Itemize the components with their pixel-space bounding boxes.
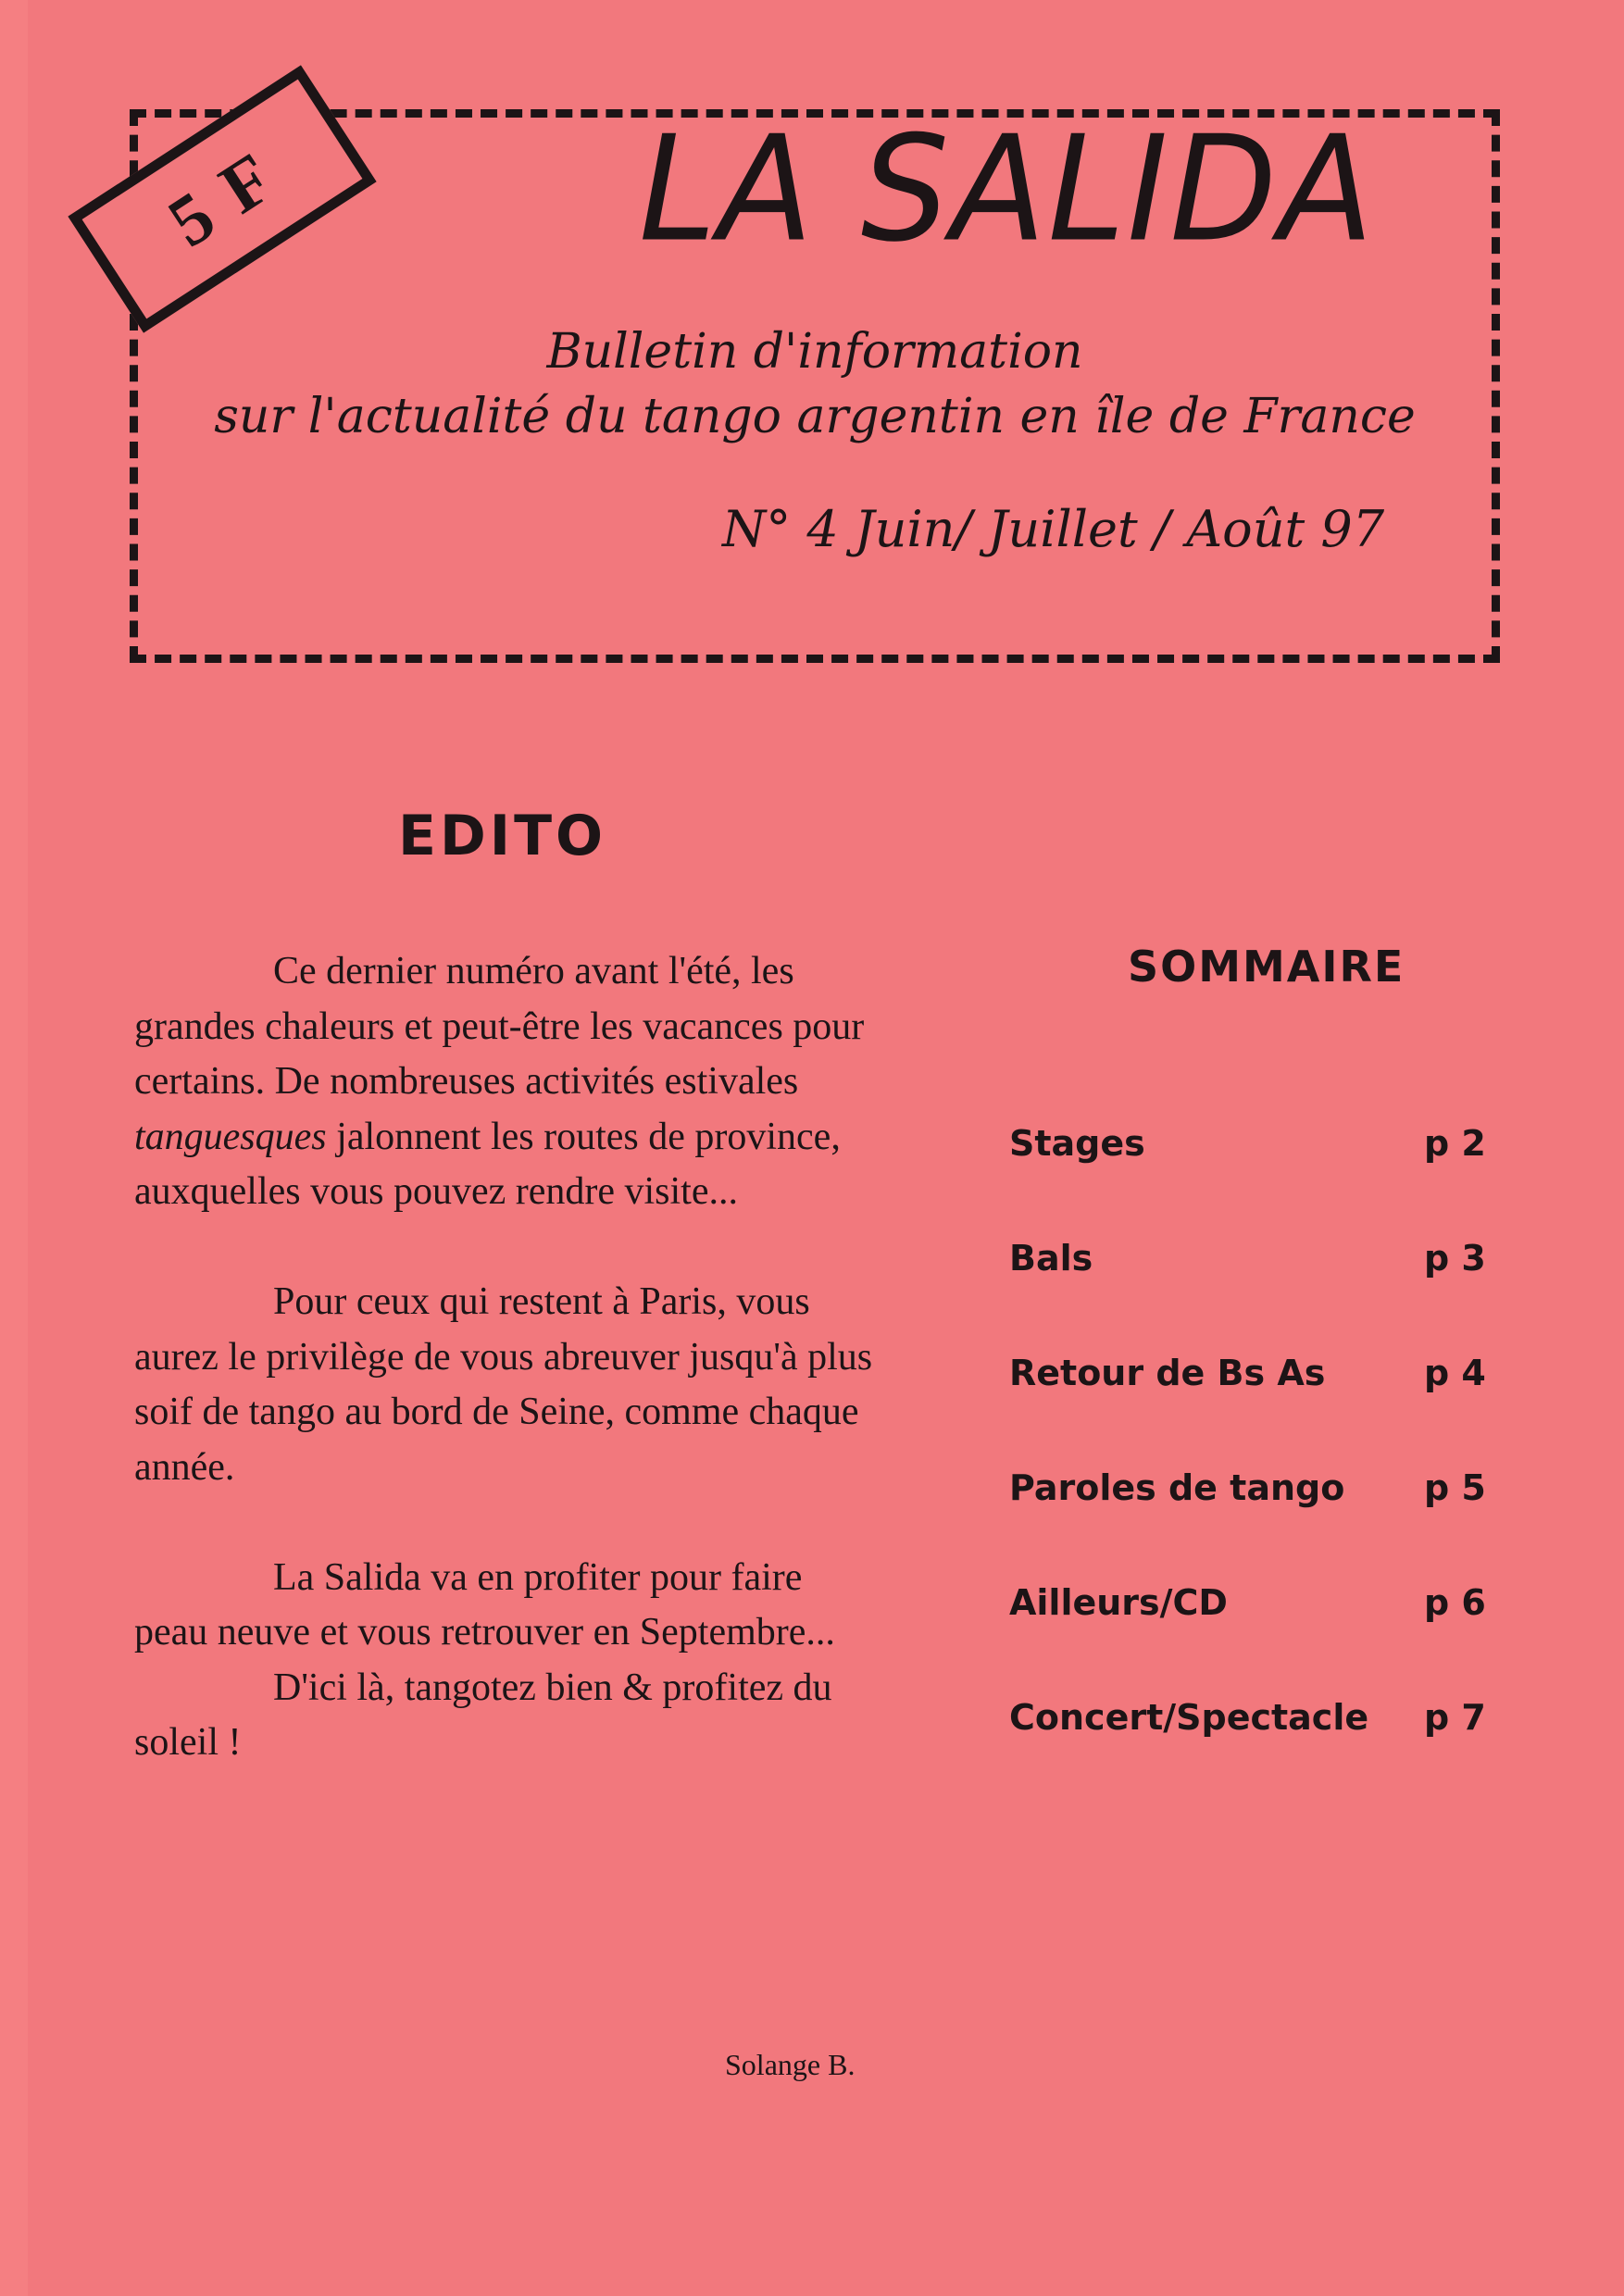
toc-item-bals bbox=[1009, 1238, 1500, 1353]
edito-signature: Solange B. bbox=[725, 2048, 856, 2081]
newsletter-subtitle bbox=[139, 319, 1491, 449]
edito-paragraph-3: La Salida va en profiter pour faire peau neuve et vous retrouver en Septembre... bbox=[134, 1555, 835, 1653]
toc-item-page: p 3 bbox=[1424, 1238, 1486, 1279]
subtitle-line-2: sur l'actualité du tango argentin en île de France bbox=[214, 389, 1416, 444]
toc-item-title: Concert/Spectacle bbox=[1009, 1697, 1369, 1738]
edito-paragraph-1 bbox=[134, 944, 875, 1220]
table-of-contents bbox=[1009, 1123, 1500, 1812]
toc-item-paroles bbox=[1009, 1467, 1500, 1582]
issue-info: N° 4 Juin/ Juillet / Août 97 bbox=[722, 500, 1385, 558]
edito-p1-start: Ce dernier numéro avant l'été, les grandes chaleurs et peut-être les vacances pour certains. De nombreuses activités estivales bbox=[134, 950, 865, 1103]
toc-item-page: p 4 bbox=[1424, 1353, 1486, 1393]
toc-item-retour bbox=[1009, 1353, 1500, 1467]
edito-p1-end: jalonnent les routes de province, auxquelles vous pouvez rendre visite... bbox=[134, 1115, 841, 1213]
toc-item-title: Ailleurs/CD bbox=[1009, 1582, 1228, 1623]
toc-item-page: p 5 bbox=[1424, 1467, 1486, 1508]
toc-item-concert bbox=[1009, 1697, 1500, 1812]
toc-item-title: Retour de Bs As bbox=[1009, 1353, 1326, 1393]
toc-item-ailleurs bbox=[1009, 1582, 1500, 1697]
edito-paragraph-4: D'ici là, tangotez bien & profitez du soleil ! bbox=[134, 1666, 832, 1764]
sommaire-heading: SOMMAIRE bbox=[1128, 942, 1405, 992]
edito-paragraph-2: Pour ceux qui restent à Paris, vous aurez le privilège de vous abreuver jusqu'à plus soif de tango au bord de Seine, comme chaque année. bbox=[134, 1280, 873, 1489]
newsletter-title: LA SALIDA bbox=[639, 105, 1376, 275]
toc-item-title: Bals bbox=[1009, 1238, 1093, 1279]
edito-p1-emphasis: tanguesques bbox=[134, 1115, 327, 1158]
toc-item-page: p 6 bbox=[1424, 1582, 1486, 1623]
edito-heading: EDITO bbox=[398, 804, 607, 868]
toc-item-title: Stages bbox=[1009, 1123, 1145, 1164]
toc-item-title: Paroles de tango bbox=[1009, 1467, 1345, 1508]
page-edge bbox=[0, 0, 28, 2296]
toc-item-stages bbox=[1009, 1123, 1500, 1238]
price-label: 5 F bbox=[154, 134, 290, 263]
toc-item-page: p 2 bbox=[1424, 1123, 1486, 1164]
edito-body bbox=[134, 944, 875, 1771]
toc-item-page: p 7 bbox=[1424, 1697, 1486, 1738]
subtitle-line-1: Bulletin d'information bbox=[546, 324, 1083, 380]
